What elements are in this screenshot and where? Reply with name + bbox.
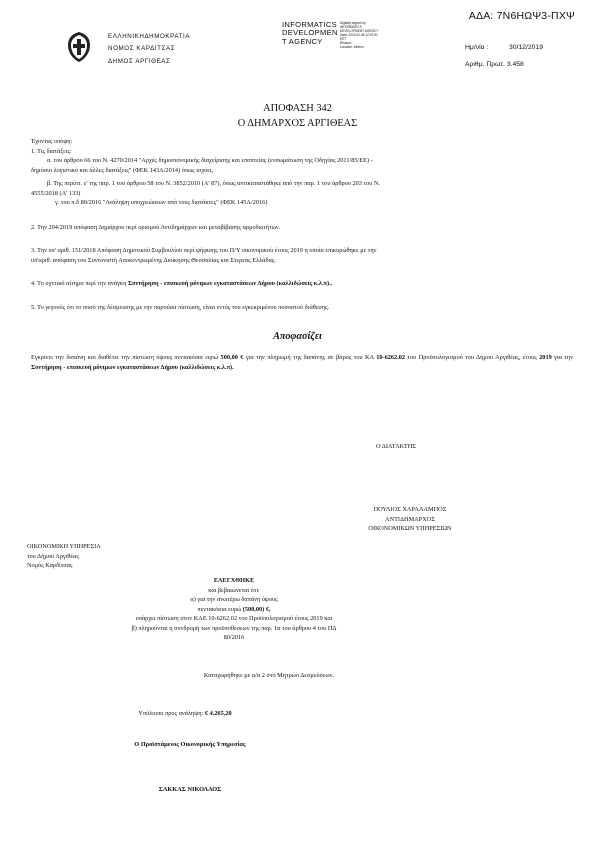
consideration-item-1b-cont: 4555/2018 (Α' 133) <box>31 189 81 197</box>
issuer-block <box>108 31 190 68</box>
consideration-item-1c: γ. του π.δ 80/2016 "Ανάληψη υποχρεώσεων από τους διατάκτες" (ΦΕΚ 145Α/2016) <box>55 199 268 206</box>
decision-number: ΑΠΟΦΑΣΗ 342 <box>263 103 332 114</box>
municipality-name: Αργιθέας <box>495 354 519 361</box>
date-value: 30/12/2019 <box>509 44 544 51</box>
signer-block <box>330 505 490 534</box>
digital-signature-stamp <box>282 20 392 49</box>
decision-title <box>0 101 595 131</box>
control-certification <box>0 576 468 643</box>
ada-code: ΑΔΑ: 7Ν6ΗΩΨ3-ΠΧΨ <box>468 10 575 22</box>
control-amount: (500,00) €, <box>242 605 271 613</box>
budget-code: 10-6262.02 <box>376 354 406 361</box>
protocol-number: Αριθμ. Πρωτ. 3.458 <box>465 61 524 68</box>
signature-detail: INFORMATICS <box>340 25 362 29</box>
issuer-line-prefecture: ΝΟΜΟΣ ΚΑΡΔΙΤΣΑΣ <box>108 45 176 53</box>
signature-detail: Date: 2020.01.08 12:37:51 <box>340 33 378 37</box>
decision-text: για την <box>554 354 574 361</box>
consideration-item-3-cont: υπ'αριθ. απόφαση του Συντονιστή Αποκεντρωμένης Διοίκησης Θεσσαλίας και Στερεάς Ελλάδας. <box>31 256 276 264</box>
decision-text: , έτους <box>518 354 537 361</box>
finance-service-prefecture: Νομός Καρδίτσας <box>27 562 73 569</box>
signature-detail: Location: Athens <box>340 45 364 49</box>
signature-detail: EET <box>340 37 347 41</box>
decision-authority: Ο ΔΗΜΑΡΧΟΣ ΑΡΓΙΘΕΑΣ <box>237 118 358 129</box>
signature-detail: Reason: <box>340 41 352 45</box>
consideration-item-1a-cont: δημόσιο λογιστικό και άλλες διατάξεις" (ΦΕΚ 143Α/2014) όπως ισχύει, <box>31 166 214 174</box>
finance-service-block <box>27 542 101 571</box>
document-meta <box>465 39 543 73</box>
control-line: β) πληρούνται η συνδρομή των προϋποθέσεων της παρ. 1α του άρθρου 4 του ΠΔ <box>131 624 337 632</box>
consideration-item-3: 3. Την υπ' αριθ. 151/2018 Απόφαση Δημοτικού Συμβουλίου περί ψήφισης του Π/Υ οικονομικού έτους 2019 η οποία επικυρώθηκε με την <box>31 247 377 254</box>
remaining-balance-label: Υπόλοιπο προς ανάληψη: <box>138 710 204 717</box>
decides-heading: Αποφασίζει <box>273 331 322 342</box>
considerations-intro: Έχοντας υπόψη: <box>31 138 73 145</box>
agency-name-line-3: T AGENCY <box>282 36 323 46</box>
fiscal-year: 2019 <box>539 354 552 361</box>
finance-signer-name: ΣΑΚΚΑΣ ΝΙΚΟΛΑΟΣ <box>158 786 222 793</box>
authorizing-officer-label: Ο ΔΙΑΤΑΚΤΗΣ <box>376 443 416 450</box>
control-heading: ΕΛΕΓΧΘΗΚΕ <box>213 577 255 584</box>
signer-department: ΟΙΚΟΝΟΜΙΚΩΝ ΥΠΗΡΕΣΙΩΝ <box>368 525 452 532</box>
control-line: α) για την ανωτέρω δαπάνη ύψους <box>190 596 278 603</box>
currency-word: ευρώ <box>205 354 219 361</box>
control-line <box>0 605 468 615</box>
decision-text: του Προϋπολογισμού του Δήμου <box>407 354 494 361</box>
control-line: 80/2016 <box>223 634 245 641</box>
registry-note: Καταχωρήθηκε με α/α 2 στο Μητρώο Δεσμεύσεων. <box>203 672 335 679</box>
control-amount-words: πεντακόσια ευρώ <box>197 605 242 613</box>
date-label: Ημ/νία : <box>465 44 489 51</box>
consideration-item-1a: α. του άρθρου 66 του Ν. 4270/2014 "Αρχές δημοσιονομικής διαχείρισης και εποπτείας (ενσωμάτωση της Οδηγίας 2011/85/ΕΕ) - <box>47 157 373 164</box>
decision-paragraph <box>31 353 573 372</box>
consideration-item-2: 2. Την 204/2019 απόφαση Δημάρχου περί ορισμού Αντιδημάρχων και μεταβίβασης αρμοδιοτήτων. <box>31 223 281 231</box>
issuer-line-municipality: ΔΗΜΟΣ ΑΡΓΙΘΕΑΣ <box>108 57 171 65</box>
decision-amount: 500,00 € <box>220 354 244 361</box>
control-line: υπάρχει πίστωση στον ΚΑΕ 10-6262.02 του Προϋπολογισμού έτους 2019 και <box>135 615 333 622</box>
consideration-item-4-subject: Συντήρηση - επισκευή μόνιμων εγκαταστάσεων Δήμου (καλλιδώσεις κ.λ.π).. <box>127 280 333 287</box>
signature-detail: Digitally signed by <box>340 21 366 25</box>
consideration-item-1b: β. Της περίπτ. ε' της παρ. 1 του άρθρου 58 του Ν. 3852/2010 (Α' 87), όπως αντικαταστάθηκε από την παρ. 1 του άρθρου 203 του Ν. <box>47 180 380 187</box>
control-line: και βεβαιώνεται ότι: <box>208 586 260 594</box>
decision-subject: Συντήρηση - επισκευή μόνιμων εγκαταστάσεων Δήμου (καλλιδώσεις κ.λ.π). <box>31 363 234 371</box>
agency-name-line-1: INFORMATICS <box>282 20 338 29</box>
finance-service-municipality: του Δήμου Αργιθέας <box>27 552 79 560</box>
signer-name: ΠΟΥΛΙΟΣ ΧΑΡΑΛΑΜΠΟΣ <box>373 506 447 513</box>
amount-in-words: πεντακόσια <box>174 354 203 361</box>
consideration-item-1: 1. Τις διατάξεις: <box>31 147 72 155</box>
decision-text: για την πληρωμή της δαπάνης σε βάρος του ΚΑ <box>245 354 374 361</box>
agency-name-line-2: DEVELOPMEN <box>282 28 338 38</box>
head-of-finance-label: Ο Προϊστάμενος Οικονομικής Υπηρεσίας <box>134 741 246 748</box>
decision-text: Εγκρίνει την δαπάνη και διαθέτει την πίστωση ύψους <box>31 354 173 361</box>
issuer-line-country: ΕΛΛΗΝΙΚΗΔΗΜΟΚΡΑΤΙΑ <box>108 33 191 40</box>
considerations-section <box>31 137 576 312</box>
consideration-item-4-text: 4. Το σχετικό αίτημα περί την ανάγκη <box>31 280 127 287</box>
remaining-balance-value: € 4.265,20 <box>204 710 232 717</box>
remaining-balance <box>0 709 370 719</box>
consideration-item-5: 5. Το γεγονός ότι το ποσό της δέσμευσης με την παρούσα πίστωση, είναι εντός του εγκεκριμένου ποσοστού διάθεσης. <box>31 303 330 311</box>
greek-coat-of-arms-icon <box>62 30 96 64</box>
signer-title: ΑΝΤΙΔΗΜΑΡΧΟΣ <box>384 515 436 523</box>
consideration-item-4 <box>31 279 576 289</box>
signature-details <box>340 21 398 49</box>
signature-detail: DEVELOPMENT AGENCY <box>340 29 379 33</box>
finance-service-title: ΟΙΚΟΝΟΜΙΚΗ ΥΠΗΡΕΣΙΑ <box>27 543 101 550</box>
